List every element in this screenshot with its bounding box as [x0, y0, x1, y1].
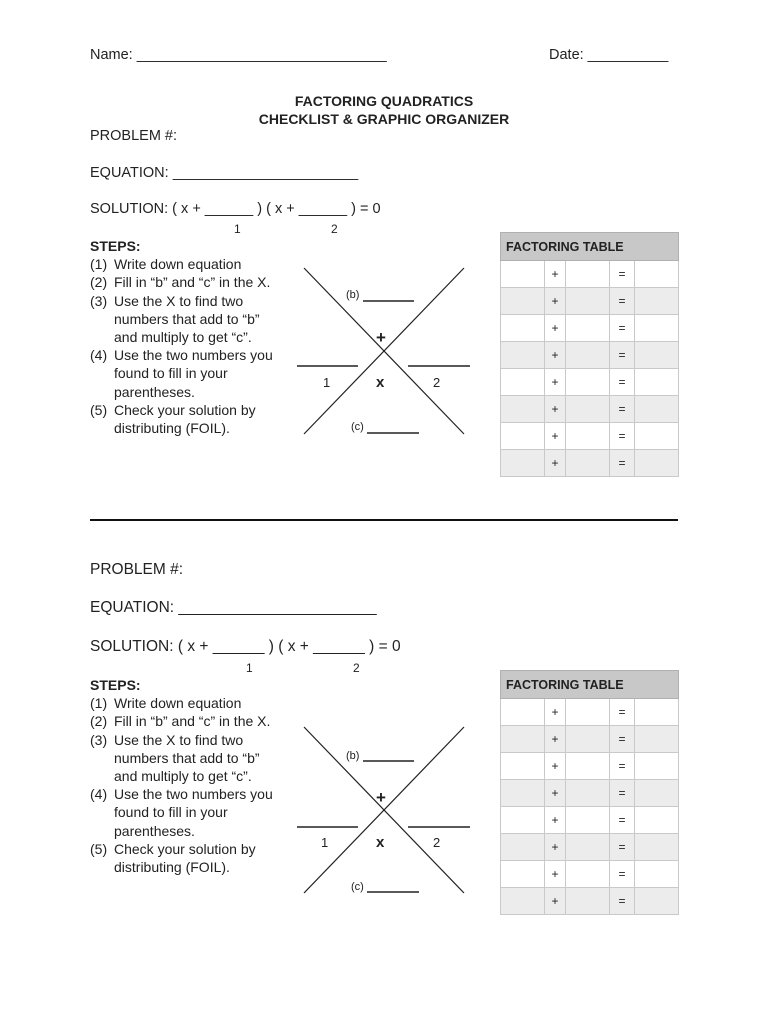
factoring-table-title: FACTORING TABLE	[501, 233, 679, 261]
x-left-number: 1	[323, 375, 331, 390]
factoring-table	[500, 670, 679, 915]
equals-sign: =	[610, 396, 635, 423]
x-times-sign: x	[376, 834, 385, 851]
equals-sign: =	[610, 834, 635, 861]
factor-1-cell[interactable]	[501, 288, 545, 315]
equals-sign: =	[610, 726, 635, 753]
page-title: FACTORING QUADRATICS	[294, 93, 474, 109]
factor-2-cell[interactable]	[566, 315, 610, 342]
table-row	[501, 888, 679, 915]
x-plus-sign: +	[376, 788, 386, 807]
step-item: (4) Use the two numbers you found to fill in your parentheses.	[90, 786, 273, 839]
steps-list	[90, 676, 274, 876]
plus-sign: +	[545, 288, 566, 315]
table-row	[501, 699, 679, 726]
steps-title: STEPS:	[90, 677, 141, 693]
sum-cell[interactable]	[635, 834, 679, 861]
x-b-label: (b)	[346, 289, 360, 301]
step-item: (2) Fill in “b” and “c” in the X.	[90, 274, 271, 291]
table-row	[501, 726, 679, 753]
factor-2-cell[interactable]	[566, 261, 610, 288]
sum-cell[interactable]	[635, 861, 679, 888]
plus-sign: +	[545, 342, 566, 369]
step-item: (3) Use the X to find two numbers that add to “b” and multiply to get “c”.	[90, 731, 260, 785]
equals-sign: =	[610, 288, 635, 315]
plus-sign: +	[545, 369, 566, 396]
x-diagram	[296, 268, 472, 434]
factor-1-cell[interactable]	[501, 396, 545, 423]
problem-label: PROBLEM #:	[90, 561, 184, 578]
x-c-label: (c)	[351, 881, 364, 893]
sum-cell[interactable]	[635, 450, 679, 477]
sum-cell[interactable]	[635, 423, 679, 450]
x-left-number: 1	[321, 835, 329, 850]
table-row	[501, 780, 679, 807]
table-row	[501, 753, 679, 780]
table-row	[501, 369, 679, 396]
equals-sign: =	[610, 888, 635, 915]
factor-1-cell[interactable]	[501, 699, 545, 726]
sum-cell[interactable]	[635, 807, 679, 834]
factor-1-cell[interactable]	[501, 888, 545, 915]
equals-sign: =	[610, 807, 635, 834]
equals-sign: =	[610, 861, 635, 888]
x-diagram	[296, 727, 472, 893]
plus-sign: +	[545, 450, 566, 477]
factor-1-cell[interactable]	[501, 261, 545, 288]
solution-label: SOLUTION: ( x + ______ ) ( x + ______ ) = 0	[90, 638, 401, 655]
sum-cell[interactable]	[635, 396, 679, 423]
equals-sign: =	[610, 369, 635, 396]
x-c-label: (c)	[351, 421, 364, 433]
factor-2-cell[interactable]	[566, 834, 610, 861]
date-field[interactable]: Date: __________	[549, 47, 669, 63]
factor-1-cell[interactable]	[501, 780, 545, 807]
plus-sign: +	[545, 396, 566, 423]
factoring-table-title: FACTORING TABLE	[501, 671, 679, 699]
table-row	[501, 423, 679, 450]
step-item: (2) Fill in “b” and “c” in the X.	[90, 713, 271, 730]
solution-subscript-1: 1	[246, 661, 253, 675]
equals-sign: =	[610, 261, 635, 288]
name-field[interactable]: Name: _______________________________	[90, 47, 387, 63]
step-item: (1) Write down equation	[90, 256, 242, 273]
steps-list	[90, 237, 274, 437]
equals-sign: =	[610, 780, 635, 807]
table-row	[501, 288, 679, 315]
factor-2-cell[interactable]	[566, 753, 610, 780]
equals-sign: =	[610, 423, 635, 450]
factor-1-cell[interactable]	[501, 753, 545, 780]
sum-cell[interactable]	[635, 369, 679, 396]
x-right-number: 2	[433, 835, 441, 850]
factor-1-cell[interactable]	[501, 726, 545, 753]
plus-sign: +	[545, 861, 566, 888]
factor-1-cell[interactable]	[501, 369, 545, 396]
step-item: (1) Write down equation	[90, 695, 242, 712]
section-divider	[90, 519, 678, 521]
sum-cell[interactable]	[635, 342, 679, 369]
x-b-label: (b)	[346, 750, 360, 762]
factor-2-cell[interactable]	[566, 699, 610, 726]
equals-sign: =	[610, 450, 635, 477]
factor-1-cell[interactable]	[501, 342, 545, 369]
factor-2-cell[interactable]	[566, 369, 610, 396]
plus-sign: +	[545, 753, 566, 780]
equals-sign: =	[610, 753, 635, 780]
factor-2-cell[interactable]	[566, 861, 610, 888]
equation-label: EQUATION: _______________________	[90, 165, 359, 181]
x-times-sign: x	[376, 374, 385, 391]
solution-subscript-1: 1	[234, 222, 241, 236]
equals-sign: =	[610, 315, 635, 342]
factor-2-cell[interactable]	[566, 396, 610, 423]
sum-cell[interactable]	[635, 726, 679, 753]
x-right-number: 2	[433, 375, 441, 390]
factor-1-cell[interactable]	[501, 834, 545, 861]
sum-cell[interactable]	[635, 288, 679, 315]
factor-1-cell[interactable]	[501, 861, 545, 888]
page-subtitle: CHECKLIST & GRAPHIC ORGANIZER	[258, 111, 510, 127]
table-row	[501, 861, 679, 888]
sum-cell[interactable]	[635, 780, 679, 807]
plus-sign: +	[545, 834, 566, 861]
factor-2-cell[interactable]	[566, 780, 610, 807]
solution-subscript-2: 2	[353, 661, 360, 675]
factor-2-cell[interactable]	[566, 888, 610, 915]
sum-cell[interactable]	[635, 261, 679, 288]
x-plus-sign: +	[376, 328, 386, 347]
table-row	[501, 834, 679, 861]
plus-sign: +	[545, 699, 566, 726]
step-item: (5) Check your solution by distributing (FOIL).	[90, 401, 256, 437]
sum-cell[interactable]	[635, 888, 679, 915]
factor-1-cell[interactable]	[501, 315, 545, 342]
table-row	[501, 342, 679, 369]
sum-cell[interactable]	[635, 753, 679, 780]
table-row	[501, 261, 679, 288]
factor-2-cell[interactable]	[566, 288, 610, 315]
table-row	[501, 396, 679, 423]
factoring-table	[500, 232, 679, 477]
factor-1-cell[interactable]	[501, 450, 545, 477]
plus-sign: +	[545, 888, 566, 915]
equation-label: EQUATION: _______________________	[90, 599, 377, 616]
step-item: (5) Check your solution by distributing (FOIL).	[90, 840, 256, 876]
factor-1-cell[interactable]	[501, 807, 545, 834]
sum-cell[interactable]	[635, 699, 679, 726]
equals-sign: =	[610, 699, 635, 726]
table-row	[501, 315, 679, 342]
plus-sign: +	[545, 315, 566, 342]
factor-2-cell[interactable]	[566, 726, 610, 753]
equals-sign: =	[610, 342, 635, 369]
factor-1-cell[interactable]	[501, 423, 545, 450]
table-row	[501, 450, 679, 477]
problem-label: PROBLEM #:	[90, 128, 178, 144]
sum-cell[interactable]	[635, 315, 679, 342]
factor-2-cell[interactable]	[566, 807, 610, 834]
plus-sign: +	[545, 807, 566, 834]
plus-sign: +	[545, 726, 566, 753]
plus-sign: +	[545, 780, 566, 807]
factor-2-cell[interactable]	[566, 450, 610, 477]
table-row	[501, 807, 679, 834]
plus-sign: +	[545, 261, 566, 288]
step-item: (4) Use the two numbers you found to fill in your parentheses.	[90, 347, 273, 400]
solution-label: SOLUTION: ( x + ______ ) ( x + ______ ) = 0	[90, 201, 381, 217]
factor-2-cell[interactable]	[566, 423, 610, 450]
solution-subscript-2: 2	[331, 222, 338, 236]
step-item: (3) Use the X to find two numbers that add to “b” and multiply to get “c”.	[90, 292, 260, 346]
plus-sign: +	[545, 423, 566, 450]
steps-title: STEPS:	[90, 238, 141, 254]
factor-2-cell[interactable]	[566, 342, 610, 369]
